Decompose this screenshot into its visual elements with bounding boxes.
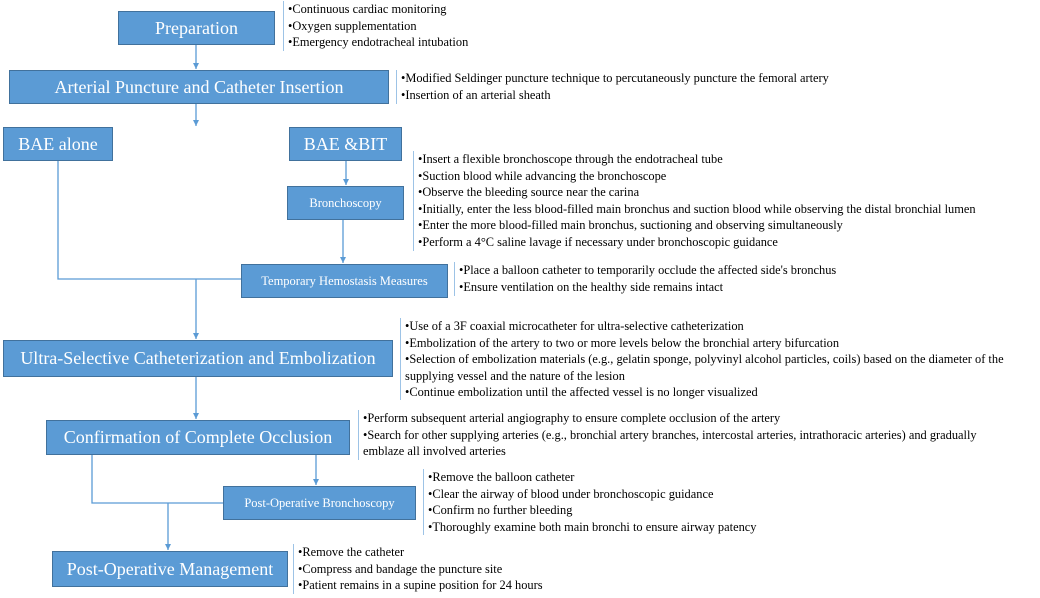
note-item: •Oxygen supplementation xyxy=(288,18,417,33)
arterial-puncture-box: Arterial Puncture and Catheter Insertion xyxy=(9,70,389,104)
confirmation-notes xyxy=(358,410,998,460)
note-item: •Emergency endotracheal intubation xyxy=(288,35,469,50)
note-item: •Perform a 4°C saline lavage if necessary under bronchoscopic guidance xyxy=(418,234,778,249)
note-item: •Enter the more blood-filled main bronchus, suctioning and observing simultaneously xyxy=(418,218,843,233)
temporary-hemostasis-notes xyxy=(454,262,914,296)
note-item: •Continue embolization until the affected vessel is no longer visualized xyxy=(405,385,758,400)
post-operative-management-notes xyxy=(293,544,593,594)
bae-bit-box: BAE &BIT xyxy=(289,127,402,161)
line-bae-alone-path xyxy=(58,161,241,279)
bronchoscopy-box: Bronchoscopy xyxy=(287,186,404,220)
note-item: •Remove the catheter xyxy=(298,545,405,559)
preparation-box: Preparation xyxy=(118,11,275,45)
note-item: •Insertion of an arterial sheath xyxy=(401,87,551,102)
confirmation-box: Confirmation of Complete Occlusion xyxy=(46,420,350,455)
note-item: •Remove the balloon catheter xyxy=(428,470,575,484)
post-operative-bronchoscopy-notes xyxy=(423,469,823,535)
note-item: •Perform subsequent arterial angiography to ensure complete occlusion of the artery xyxy=(363,411,781,425)
note-item: •Use of a 3F coaxial microcatheter for ultra-selective catheterization xyxy=(405,319,744,333)
bronchoscopy-notes xyxy=(413,151,1039,251)
preparation-notes xyxy=(283,1,543,51)
arterial-notes xyxy=(396,70,916,104)
note-item: •Compress and bandage the puncture site xyxy=(298,561,503,576)
note-item: •Modified Seldinger puncture technique to percutaneously puncture the femoral artery xyxy=(401,71,829,85)
ultra-selective-notes xyxy=(400,318,1040,400)
note-item: •Ensure ventilation on the healthy side remains intact xyxy=(459,279,724,294)
note-item: •Thoroughly examine both main bronchi to ensure airway patency xyxy=(428,519,757,534)
note-item: •Suction blood while advancing the bronchoscope xyxy=(418,168,667,183)
note-item: •Continuous cardiac monitoring xyxy=(288,2,447,16)
note-item: •Place a balloon catheter to temporarily occlude the affected side's bronchus xyxy=(459,263,837,277)
note-item: •Insert a flexible bronchoscope through the endotracheal tube xyxy=(418,152,723,166)
line-confirm-to-mgmt-path xyxy=(92,455,223,503)
bae-alone-box: BAE alone xyxy=(3,127,113,161)
note-item: •Confirm no further bleeding xyxy=(428,503,573,518)
post-operative-bronchoscopy-box: Post-Operative Bronchoscopy xyxy=(223,486,416,520)
note-item: •Embolization of the artery to two or more levels below the bronchial artery bifurcation xyxy=(405,335,840,350)
note-item: •Initially, enter the less blood-filled main bronchus and suction blood while observing the distal bronchial lumen xyxy=(418,201,976,216)
post-operative-management-box: Post-Operative Management xyxy=(52,551,288,587)
ultra-selective-box: Ultra-Selective Catheterization and Embolization xyxy=(3,340,393,377)
temporary-hemostasis-box: Temporary Hemostasis Measures xyxy=(241,264,448,298)
note-item: •Clear the airway of blood under bronchoscopic guidance xyxy=(428,486,714,501)
note-item: •Selection of embolization materials (e.g., gelatin sponge, polyvinyl alcohol particles, coils) based on the diameter of the supplying vessel and the nature of the lesion xyxy=(405,352,1004,383)
note-item: •Patient remains in a supine position for 24 hours xyxy=(298,578,543,593)
note-item: •Search for other supplying arteries (e.g., bronchial artery branches, intercostal arteries, intrathoracic arteries) and gradually emblaze all involved arteries xyxy=(363,427,977,459)
note-item: •Observe the bleeding source near the carina xyxy=(418,185,640,200)
